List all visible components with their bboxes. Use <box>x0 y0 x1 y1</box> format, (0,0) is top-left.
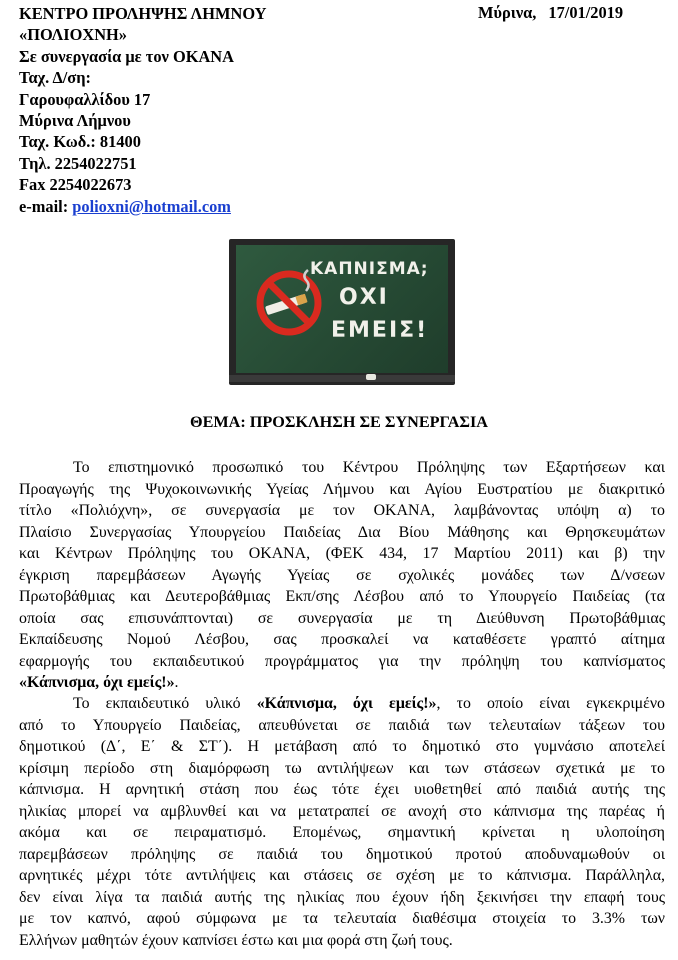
paragraph-2-start: Το εκπαιδευτικό υλικό <box>73 695 257 712</box>
paragraph-2-line: δημοτικού (Δ΄, Ε΄ & ΣΤ΄). Η μετάβαση από το δημοτικό στο γυμνάσιο αποτελεί <box>19 738 665 756</box>
email-link[interactable]: polioxni@hotmail.com <box>72 196 231 216</box>
place: Μύρινα, <box>478 3 537 22</box>
org-name: ΚΕΝΤΡΟ ΠΡΟΛΗΨΗΣ ΛΗΜΝΟΥ <box>19 4 267 23</box>
paragraph-2-line: δεν είναι λίγα τα παιδιά αυτής της ηλικίας που έχουν ήδη ξεκινήσει την επαφή τους <box>19 888 665 906</box>
paragraph-1-line: Το επιστημονικό προσωπικό του Κέντρου Πρόληψης των Εξαρτήσεων και <box>73 459 665 476</box>
paragraph-2 <box>19 693 665 952</box>
program-title: «Κάπνισμα, όχι εμείς!» <box>19 674 175 692</box>
paragraph-2-line: με τον καπνό, αφού σύμφωνα με τα τελευταία διαθέσιμα στοιχεία το 3.3% των <box>19 910 665 928</box>
postal-code: Ταχ. Κωδ.: 81400 <box>19 132 141 152</box>
date: 17/01/2019 <box>548 3 624 22</box>
paragraph-1-line: τίτλο «Πολιόχνη», σε συνεργασία με τον ΟΚΑΝΑ, λαμβάνοντας υπόψη α) το <box>19 502 665 520</box>
email-line <box>19 196 267 217</box>
paragraph-2-line: από το Υπουργείο Παιδείας, απευθύνεται σε παιδιά των τελευταίων τάξεων του <box>19 716 665 734</box>
paragraph-2-line: αρνητικές μέχρι τότε αντιλήψεις και στάσεις σε σχέση με το κάπνισμα. Παράλληλα, <box>19 867 665 885</box>
paragraph-1-line: Εκπαίδευσης Νομού Λέσβου, σας προσκαλεί να καταθέσετε γραπτό αίτημα <box>19 631 665 649</box>
poster-title: ΚΑΠΝΙΣΜΑ; <box>310 259 429 279</box>
phone: Τηλ. 2254022751 <box>19 153 137 173</box>
chalkboard <box>236 245 448 373</box>
paragraph-1-line: Πρωτοβάθμιας και Δευτεροβάθμιας Εκπ/σης Λέσβου από το Υπουργείο Παιδείας (τα <box>19 588 665 606</box>
paragraph-2-first-line <box>19 693 665 715</box>
sender-block <box>19 3 267 217</box>
paragraph-1-closing <box>19 672 665 694</box>
cooperation-line: Σε συνεργασία με τον ΟΚΑΝΑ <box>19 46 234 66</box>
paragraph-2-line: Ελλήνων μαθητών έχουν καπνίσει έστω και μια φορά στη ζωή τους. <box>19 932 453 950</box>
city: Μύρινα Λήμνου <box>19 111 131 131</box>
place-date <box>478 3 623 23</box>
subject-heading: ΘΕΜΑ: ΠΡΟΣΚΛΗΣΗ ΣΕ ΣΥΝΕΡΓΑΣΙΑ <box>190 413 488 431</box>
chalk-tray <box>229 375 455 382</box>
chalk-piece <box>366 374 376 380</box>
paragraph-1-line: και Κέντρων Πρόληψης του ΟΚΑΝΑ, (ΦΕΚ 434, 17 Μαρτίου 2011) και β) την <box>19 545 665 563</box>
paragraph-1-line: οποία σας επισυνάπτονται) σε συνεργασία με τη Διεύθυνση Πρωτοβάθμιας <box>19 609 665 627</box>
paragraph-1-line: εφαρμογής του εκπαιδευτικού προγράμματος για την πρόληψη του καπνίσματος <box>19 652 665 670</box>
poster-line-1: ΟΧΙ <box>339 285 389 310</box>
program-title-inline: «Κάπνισμα, όχι εμείς!» <box>256 695 437 712</box>
address-label: Ταχ. Δ/ση: <box>19 68 91 88</box>
email-label: e-mail: <box>19 196 69 216</box>
paragraph-1-line: Προαγωγής της Ψυχοκοινωνικής Υγείας Λήμνου και Αγίου Ευστρατίου με διακριτικό <box>19 480 665 498</box>
paragraph-2-first-end: , το οποίο είναι εγκεκριμένο <box>436 695 665 712</box>
paragraph-1-line: έγκριση παρεμβάσεων Αγωγής Υγείας σε σχολικές μονάδες των Δ/νσεων <box>19 566 665 584</box>
paragraph-2-line: κάπνισμα. Η αρνητική στάση που έως τότε έχει υιοθετηθεί από παιδιά αυτής της <box>19 781 665 799</box>
street: Γαρουφαλλίδου 17 <box>19 89 151 109</box>
fax: Fax 2254022673 <box>19 175 132 195</box>
paragraph-2-line: ηλικίας μπορεί να αμβλυνθεί και να μετατραπεί σε ανοχή στο κάπνισμα της παρέας ή <box>19 802 665 820</box>
paragraph-2-line: ακόμα και σε πειραματισμό. Επομένως, σημαντική κρίνεται η υλοποίηση <box>19 824 665 842</box>
poster-line-2: ΕΜΕΙΣ! <box>331 318 429 343</box>
closing-period: . <box>174 674 179 692</box>
paragraph-1-line: Πλαίσιο Συνεργασίας Υπουργείου Παιδείας Δια Βίου Μάθησης και Θρησκευμάτων <box>19 523 665 541</box>
paragraph-2-line: παρεμβάσεων πρόληψης σε παιδιά του δημοτικού προτού αποδυναμωθούν οι <box>19 845 665 863</box>
org-title: «ΠΟΛΙΟΧΝΗ» <box>19 25 127 45</box>
paragraph-1 <box>19 457 665 694</box>
paragraph-2-line: κρίσιμη περίοδο στη διαμόρφωση τω αντιλήψεων και των στάσεων σχετικά με το <box>19 759 665 777</box>
poster-image <box>229 239 455 385</box>
